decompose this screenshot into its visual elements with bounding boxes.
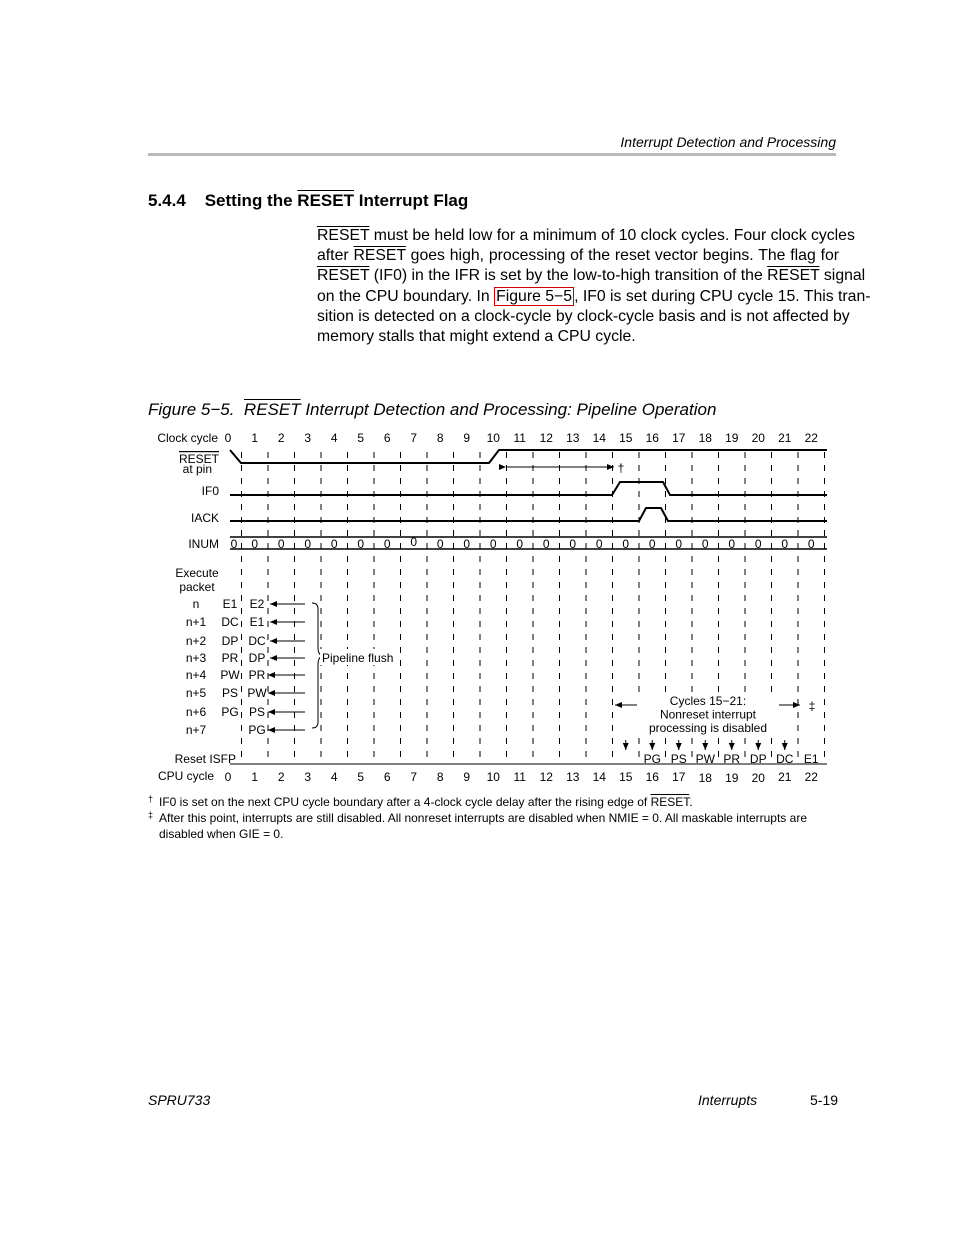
packet-label: n bbox=[192, 597, 200, 611]
paragraph-text: after bbox=[317, 247, 354, 265]
clock-cycle-number: 20 bbox=[751, 431, 765, 445]
packet-stage: PS bbox=[248, 705, 266, 719]
cpu-cycle-number: 4 bbox=[330, 770, 338, 784]
figure-number: Figure 5−5. bbox=[148, 400, 244, 419]
cpu-cycle-number: 12 bbox=[539, 770, 553, 784]
packet-stage: DP bbox=[248, 651, 266, 665]
clock-cycle-number: 11 bbox=[513, 431, 526, 445]
section-title bbox=[148, 191, 468, 211]
footnote-text: IF0 is set on the next CPU cycle boundary after a 4-clock cycle delay after the rising edge of bbox=[159, 795, 651, 809]
cpu-cycle-labels bbox=[225, 770, 819, 785]
cpu-cycle-number: 0 bbox=[224, 770, 232, 784]
cpu-cycle-number: 3 bbox=[304, 770, 312, 784]
footer-page-number: 5-19 bbox=[810, 1092, 839, 1108]
cpu-cycle-number: 14 bbox=[592, 770, 606, 784]
clock-cycle-number: 8 bbox=[436, 431, 444, 445]
packet-label: n+5 bbox=[185, 686, 207, 700]
packet-stage: PR bbox=[248, 668, 266, 682]
packet-label: n+2 bbox=[185, 634, 207, 648]
footer-doc-id: SPRU733 bbox=[148, 1092, 211, 1108]
double-dagger-mark: ‡ bbox=[808, 699, 816, 713]
clock-cycle-number: 18 bbox=[698, 431, 712, 445]
cpu-cycle-number: 13 bbox=[566, 770, 580, 784]
reset-signal-name: RESET bbox=[650, 795, 690, 809]
cpu-cycle-number: 9 bbox=[463, 770, 471, 784]
inum-value: 0 bbox=[675, 537, 683, 551]
inum-value: 0 bbox=[701, 537, 709, 551]
footnote-2 bbox=[148, 810, 840, 842]
inum-value: 0 bbox=[569, 537, 577, 551]
isfp-stage: E1 bbox=[803, 752, 819, 766]
running-header: Interrupt Detection and Processing bbox=[620, 134, 836, 150]
disabled-note-text: Cycles 15−21: bbox=[669, 694, 747, 708]
paragraph-line-2 bbox=[317, 246, 839, 266]
reset-signal-name: RESET bbox=[317, 227, 370, 244]
paragraph-line-6: memory stalls that might extend a CPU cycle. bbox=[317, 328, 636, 346]
execute-packet-label: packet bbox=[179, 580, 215, 594]
cpu-cycle-number: 15 bbox=[619, 770, 633, 784]
packet-label: n+4 bbox=[185, 668, 207, 682]
clock-cycle-number: 22 bbox=[804, 431, 818, 445]
cpu-cycle-number: 1 bbox=[251, 770, 259, 784]
inum-value: 0 bbox=[781, 537, 789, 551]
inum-label: INUM bbox=[188, 537, 219, 551]
clock-cycle-number: 4 bbox=[330, 431, 338, 445]
clock-cycle-number: 13 bbox=[566, 431, 580, 445]
clock-cycle-number: 14 bbox=[592, 431, 606, 445]
figure-title: Interrupt Detection and Processing: Pipeline Operation bbox=[300, 400, 717, 419]
clock-cycle-number: 16 bbox=[645, 431, 659, 445]
inum-value: 0 bbox=[330, 537, 338, 551]
execute-packets bbox=[186, 597, 268, 737]
iack-waveform bbox=[230, 508, 827, 521]
inum-value: 0 bbox=[648, 537, 656, 551]
packet-stage: PW bbox=[220, 668, 240, 682]
inum-value: 0 bbox=[754, 537, 762, 551]
inum-value: 0 bbox=[304, 537, 312, 551]
inum-value: 0 bbox=[489, 537, 497, 551]
packet-stage: E1 bbox=[249, 615, 265, 629]
packet-label: n+6 bbox=[185, 705, 207, 719]
footnotes bbox=[148, 794, 840, 842]
clock-cycle-number: 1 bbox=[251, 431, 259, 445]
section-title-reset: RESET bbox=[297, 191, 354, 210]
paragraph-text: goes high, processing of the reset vector begins. The flag for bbox=[405, 247, 839, 265]
section-number: 5.4.4 bbox=[148, 191, 186, 210]
paragraph-text: (IF0) in the IFR is set by the low-to-high transition of the bbox=[369, 267, 768, 285]
clock-cycle-number: 15 bbox=[619, 431, 633, 445]
section-title-pre: Setting the bbox=[204, 191, 293, 210]
clock-cycle-number: 7 bbox=[410, 431, 418, 445]
footnote-text: . bbox=[689, 795, 693, 809]
clock-cycle-number: 19 bbox=[725, 431, 739, 445]
cpu-cycle-number: 11 bbox=[513, 770, 526, 784]
cpu-cycle-number: 22 bbox=[804, 770, 818, 784]
cpu-cycle-number: 2 bbox=[277, 770, 285, 784]
pipeline-flush-group bbox=[268, 603, 398, 730]
execute-packet-label: Execute bbox=[175, 566, 219, 580]
packet-label: n+7 bbox=[185, 723, 207, 737]
inum-value: 0 bbox=[463, 537, 471, 551]
if0-label: IF0 bbox=[201, 484, 219, 498]
clock-cycle-number: 5 bbox=[357, 431, 365, 445]
paragraph-text: signal bbox=[819, 267, 866, 285]
inum-value: 0 bbox=[728, 537, 736, 551]
footnote-text: After this point, interrupts are still disabled. All nonreset interrupts are disabled when NMIE = 0. All maskable interrupts are disabled when GIE = 0. bbox=[159, 811, 807, 841]
cpu-cycle-label: CPU cycle bbox=[157, 769, 214, 783]
cpu-cycle-number: 18 bbox=[698, 771, 712, 785]
disabled-note-text: Nonreset interrupt bbox=[659, 707, 757, 722]
disabled-note-text: processing is disabled bbox=[648, 721, 768, 735]
inum-value: 0 bbox=[595, 537, 603, 551]
inum-value: 0 bbox=[807, 537, 815, 551]
footnote-1 bbox=[148, 794, 840, 810]
reset-pin-sublabel: at pin bbox=[182, 462, 212, 476]
cpu-cycle-number: 5 bbox=[357, 770, 365, 784]
packet-stage: E1 bbox=[222, 597, 238, 611]
section-title-post: Interrupt Flag bbox=[358, 191, 469, 210]
paragraph-text: must be held low for a minimum of 10 clock cycles. Four clock cycles bbox=[369, 227, 855, 244]
isfp-stage: DP bbox=[749, 752, 767, 766]
header-rule bbox=[148, 153, 836, 156]
packet-stage: PS bbox=[221, 686, 239, 700]
paragraph-line-3 bbox=[317, 266, 866, 286]
reset-pin-label: RESET bbox=[178, 452, 219, 466]
inum-value: 0 bbox=[410, 535, 418, 549]
packet-stage: DC bbox=[221, 615, 239, 629]
packet-stage: DC bbox=[248, 634, 266, 648]
packet-label: n+1 bbox=[185, 615, 207, 629]
clock-cycle-labels bbox=[225, 431, 819, 445]
footer-chapter: Interrupts bbox=[698, 1092, 758, 1108]
cpu-cycle-number: 6 bbox=[383, 770, 391, 784]
packet-stage: E2 bbox=[249, 597, 265, 611]
isfp-stage: PW bbox=[695, 752, 715, 766]
double-dagger-mark: ‡ bbox=[148, 810, 154, 820]
cpu-cycle-number: 17 bbox=[672, 770, 686, 784]
reset-signal-name: RESET bbox=[767, 267, 820, 285]
pipeline-flush-label: Pipeline flush bbox=[322, 651, 394, 665]
packet-stage: DP bbox=[221, 634, 239, 648]
clock-cycle-number: 6 bbox=[383, 431, 391, 445]
packet-stage: PG bbox=[248, 723, 266, 737]
paragraph-line-1 bbox=[317, 226, 855, 246]
cpu-cycle-number: 20 bbox=[751, 771, 765, 785]
inum-value: 0 bbox=[251, 537, 259, 551]
cpu-cycle-number: 21 bbox=[778, 770, 792, 784]
inum-value: 0 bbox=[230, 537, 238, 551]
clock-cycle-number: 10 bbox=[486, 431, 500, 445]
isfp-stage: DC bbox=[776, 752, 794, 766]
clock-cycle-number: 3 bbox=[304, 431, 312, 445]
inum-value: 0 bbox=[436, 537, 444, 551]
clock-cycle-label: Clock cycle bbox=[157, 431, 218, 445]
clock-cycle-number: 12 bbox=[539, 431, 553, 445]
reset-signal-name: RESET bbox=[317, 267, 370, 285]
inum-value: 0 bbox=[516, 537, 524, 551]
packet-label: n+3 bbox=[185, 651, 207, 665]
clock-cycle-number: 17 bbox=[672, 431, 686, 445]
paragraph-text: , IF0 is set during CPU cycle 15. This tran- bbox=[574, 287, 871, 305]
inum-value: 0 bbox=[357, 537, 365, 551]
cpu-cycle-number: 16 bbox=[645, 770, 659, 784]
reset-isfp-label: Reset ISFP bbox=[174, 752, 236, 766]
clock-cycle-number: 0 bbox=[224, 431, 232, 445]
reset-pin-waveform bbox=[230, 450, 827, 463]
figure-link[interactable]: Figure 5−5 bbox=[496, 287, 573, 305]
body-paragraph bbox=[317, 226, 871, 347]
dagger-mark: † bbox=[617, 461, 625, 475]
clock-cycle-number: 9 bbox=[463, 431, 471, 445]
figure-caption bbox=[148, 400, 716, 420]
cpu-cycle-number: 10 bbox=[486, 770, 500, 784]
packet-stage: PW bbox=[247, 686, 267, 700]
cpu-cycle-number: 19 bbox=[725, 771, 739, 785]
paragraph-line-5: sition is detected on a clock-cycle by clock-cycle basis and is not affected by bbox=[317, 307, 850, 325]
inum-value: 0 bbox=[383, 537, 391, 551]
reset-isfp-row bbox=[626, 740, 819, 766]
inum-value: 0 bbox=[622, 537, 630, 551]
dagger-mark: † bbox=[148, 794, 154, 804]
clock-cycle-number: 2 bbox=[277, 431, 285, 445]
packet-stage: PR bbox=[221, 651, 239, 665]
cpu-cycle-number: 8 bbox=[436, 770, 444, 784]
iack-label: IACK bbox=[190, 511, 219, 525]
reset-signal-name: RESET bbox=[353, 247, 406, 265]
clock-cycle-number: 21 bbox=[778, 431, 792, 445]
isfp-stage: PS bbox=[670, 752, 687, 766]
cpu-cycle-number: 7 bbox=[410, 770, 418, 784]
timing-diagram bbox=[0, 420, 954, 792]
inum-value: 0 bbox=[542, 537, 550, 551]
paragraph-text: on the CPU boundary. In bbox=[317, 287, 495, 305]
paragraph-line-4 bbox=[317, 287, 871, 307]
isfp-stage: PG bbox=[643, 752, 661, 766]
waveforms bbox=[230, 450, 827, 764]
isfp-stage: PR bbox=[723, 752, 741, 766]
reset-signal-name: RESET bbox=[243, 400, 301, 419]
packet-stage: PG bbox=[221, 705, 239, 719]
inum-value: 0 bbox=[277, 537, 285, 551]
if0-waveform bbox=[230, 482, 827, 495]
